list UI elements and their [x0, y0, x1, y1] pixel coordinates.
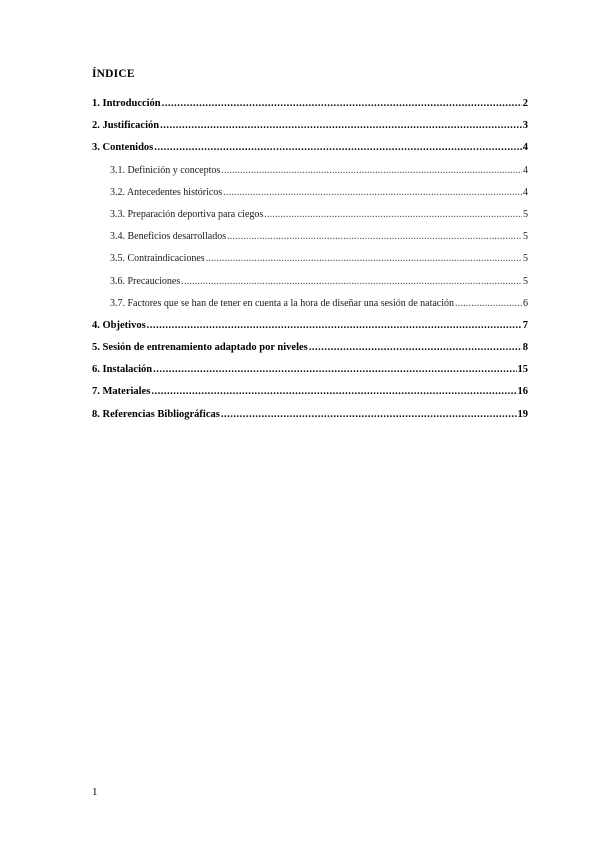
toc-dot-leader	[221, 165, 522, 176]
toc-entry-precauciones[interactable]	[92, 276, 528, 298]
toc-entry-label: 3.1. Definición y conceptos	[110, 164, 221, 176]
toc-title: ÍNDICE	[92, 68, 135, 80]
toc-entry-page: 6	[523, 297, 528, 309]
toc-dot-leader	[151, 386, 516, 397]
toc-dot-leader	[221, 409, 517, 420]
toc-entry-label: 1. Introducción	[92, 98, 161, 109]
toc-entry-page: 16	[517, 386, 528, 398]
toc-dot-leader	[154, 142, 521, 153]
toc-entry-beneficios[interactable]	[92, 231, 528, 253]
toc-dot-leader	[227, 231, 522, 242]
toc-entry-label: 5. Sesión de entrenamiento adaptado por niveles	[92, 342, 308, 354]
toc-entry-contenidos[interactable]	[92, 142, 528, 164]
toc-entry-materiales[interactable]	[92, 386, 528, 408]
toc-entry-objetivos[interactable]	[92, 320, 528, 342]
toc-entry-page: 5	[523, 208, 528, 220]
toc-entry-page: 4	[523, 164, 528, 176]
toc-entry-page: 5	[523, 253, 528, 265]
toc-entry-page: 5	[523, 231, 528, 243]
toc-dot-leader	[223, 187, 522, 198]
toc-entry-label: 3.7. Factores que se han de tener en cuenta a la hora de diseñar una sesión de natación	[110, 297, 455, 309]
page-number: 1	[92, 786, 98, 798]
toc-entry-preparacion[interactable]	[92, 209, 528, 231]
toc-dot-leader	[264, 209, 522, 220]
toc-dot-leader	[162, 98, 522, 109]
toc-entry-page: 4	[523, 186, 528, 198]
toc-entry-label: 8. Referencias Bibliográficas	[92, 408, 220, 420]
toc-entry-label: 6. Instalación	[92, 364, 153, 376]
toc-dot-leader	[147, 320, 522, 331]
toc-entry-label: 4. Objetivos	[92, 319, 146, 331]
toc-entry-label: 3.5. Contraindicaciones	[110, 253, 205, 265]
toc-entry-page: 19	[517, 408, 528, 420]
toc-entry-label: 3. Contenidos	[92, 142, 154, 154]
toc-entry-label: 3.3. Preparación deportiva para ciegos	[110, 208, 264, 220]
toc-dot-leader	[160, 120, 522, 131]
toc-entry-page: 8	[522, 342, 528, 354]
toc-entry-label: 3.6. Precauciones	[110, 275, 181, 287]
toc-entry-label: 7. Materiales	[92, 386, 151, 398]
toc-dot-leader	[309, 342, 522, 353]
toc-entry-justificacion[interactable]	[92, 120, 528, 142]
toc-dot-leader	[455, 298, 522, 309]
toc-entry-sesion[interactable]	[92, 342, 528, 364]
toc-dot-leader	[181, 276, 522, 287]
toc-entry-page: 4	[522, 142, 528, 154]
toc-entry-label: 3.4. Beneficios desarrollados	[110, 231, 227, 243]
toc-entry-contraindicaciones[interactable]	[92, 253, 528, 275]
toc-dot-leader	[206, 253, 522, 264]
toc-entry-page: 5	[523, 275, 528, 287]
toc-entry-factores[interactable]	[92, 298, 528, 320]
toc-entry-referencias[interactable]	[92, 409, 528, 431]
toc-dot-leader	[153, 364, 516, 375]
toc-entry-instalacion[interactable]	[92, 364, 528, 386]
toc-entry-page: 3	[522, 120, 528, 132]
toc-entry-page: 7	[522, 319, 528, 331]
toc-entry-antecedentes[interactable]	[92, 187, 528, 209]
toc-entry-label: 2. Justificación	[92, 120, 160, 132]
toc-entry-label: 3.2. Antecedentes históricos	[110, 186, 223, 198]
toc-entry-introduccion[interactable]	[92, 98, 528, 120]
table-of-contents	[92, 98, 528, 431]
toc-entry-page: 2	[522, 98, 528, 109]
toc-entry-definicion[interactable]	[92, 165, 528, 187]
toc-entry-page: 15	[517, 364, 528, 376]
